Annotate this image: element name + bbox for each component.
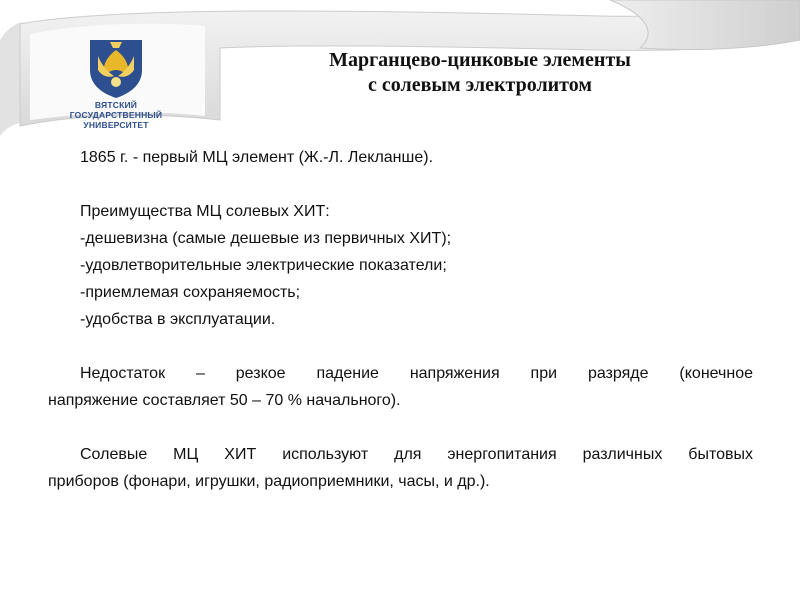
slide-title-line1: Марганцево-цинковые элементы — [329, 49, 631, 71]
university-name-line1: ВЯТСКИЙ — [94, 100, 138, 110]
university-name-line2: ГОСУДАРСТВЕННЫЙ — [69, 110, 163, 120]
usage-paragraph-line1: Солевые МЦ ХИТ используют для энергопитания различных бытовых — [80, 446, 753, 463]
advantage-item: -удовлетворительные электрические показатели; — [80, 257, 447, 274]
advantage-item: -приемлемая сохраняемость; — [80, 284, 301, 301]
slide-title — [270, 48, 690, 98]
advantage-item: -дешевизна (самые дешевые из первичных ХИТ); — [80, 230, 452, 247]
drawback-paragraph-line2: напряжение составляет 50 – 70 % начального). — [48, 392, 401, 409]
drawback-paragraph-line1: Недостаток – резкое падение напряжения при разряде (конечное — [80, 365, 753, 382]
history-paragraph: 1865 г. - первый МЦ элемент (Ж.-Л. Лекланше). — [80, 149, 434, 166]
advantages-heading: Преимущества МЦ солевых ХИТ: — [80, 203, 330, 220]
university-name-line3: УНИВЕРСИТЕТ — [83, 120, 149, 130]
advantage-item: -удобства в эксплуатации. — [80, 311, 276, 328]
slide-body — [48, 144, 753, 495]
slide-title-line2: с солевым электролитом — [367, 74, 592, 96]
university-name — [52, 100, 180, 130]
usage-paragraph-line2: приборов (фонари, игрушки, радиоприемники, часы, и др.). — [48, 473, 490, 490]
university-crest-icon — [84, 36, 148, 100]
